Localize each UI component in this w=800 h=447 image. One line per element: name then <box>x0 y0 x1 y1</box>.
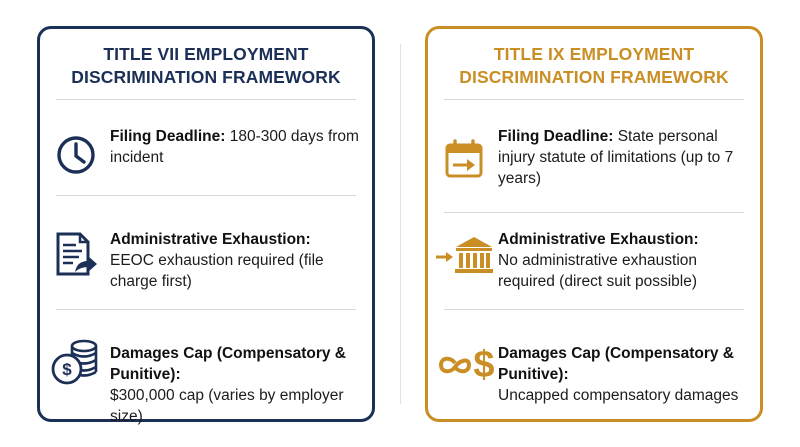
filing-deadline-text: Filing Deadline: State personal injury statute of limitations (up to 7 years) <box>498 128 734 187</box>
document-forward-icon <box>50 229 102 281</box>
separator <box>56 99 356 100</box>
damages-cap-text: Damages Cap (Compensatory & Punitive): $300,000 cap (varies by employer size) <box>110 345 347 425</box>
svg-text:$: $ <box>473 344 495 386</box>
infinity-dollar-icon <box>436 335 498 387</box>
administrative-exhaustion-text: Administrative Exhaustion: EEOC exhaustion required (file charge first) <box>110 231 324 290</box>
courthouse-arrow-icon <box>434 229 494 281</box>
separator <box>444 309 744 310</box>
separator <box>56 309 356 310</box>
title-ix-card <box>425 26 763 422</box>
center-divider <box>400 44 401 404</box>
separator <box>444 212 744 213</box>
separator <box>444 99 744 100</box>
damages-cap-text: Damages Cap (Compensatory & Punitive): Uncapped compensatory damages <box>498 345 739 404</box>
separator <box>56 195 356 196</box>
svg-text:$: $ <box>62 360 72 379</box>
clock-icon <box>50 129 102 181</box>
title-ix-heading: TITLE IX EMPLOYMENT DISCRIMINATION FRAMEWORK <box>459 44 729 87</box>
title-vii-heading: TITLE VII EMPLOYMENT DISCRIMINATION FRAMEWORK <box>71 44 341 87</box>
title-vii-card <box>37 26 375 425</box>
filing-deadline-text: Filing Deadline: 180-300 days from incident <box>110 128 359 166</box>
administrative-exhaustion-text: Administrative Exhaustion: No administrative exhaustion required (direct suit possible) <box>498 231 699 290</box>
coin-stack-dollar-icon <box>50 335 102 387</box>
calendar-arrow-icon <box>438 133 490 185</box>
